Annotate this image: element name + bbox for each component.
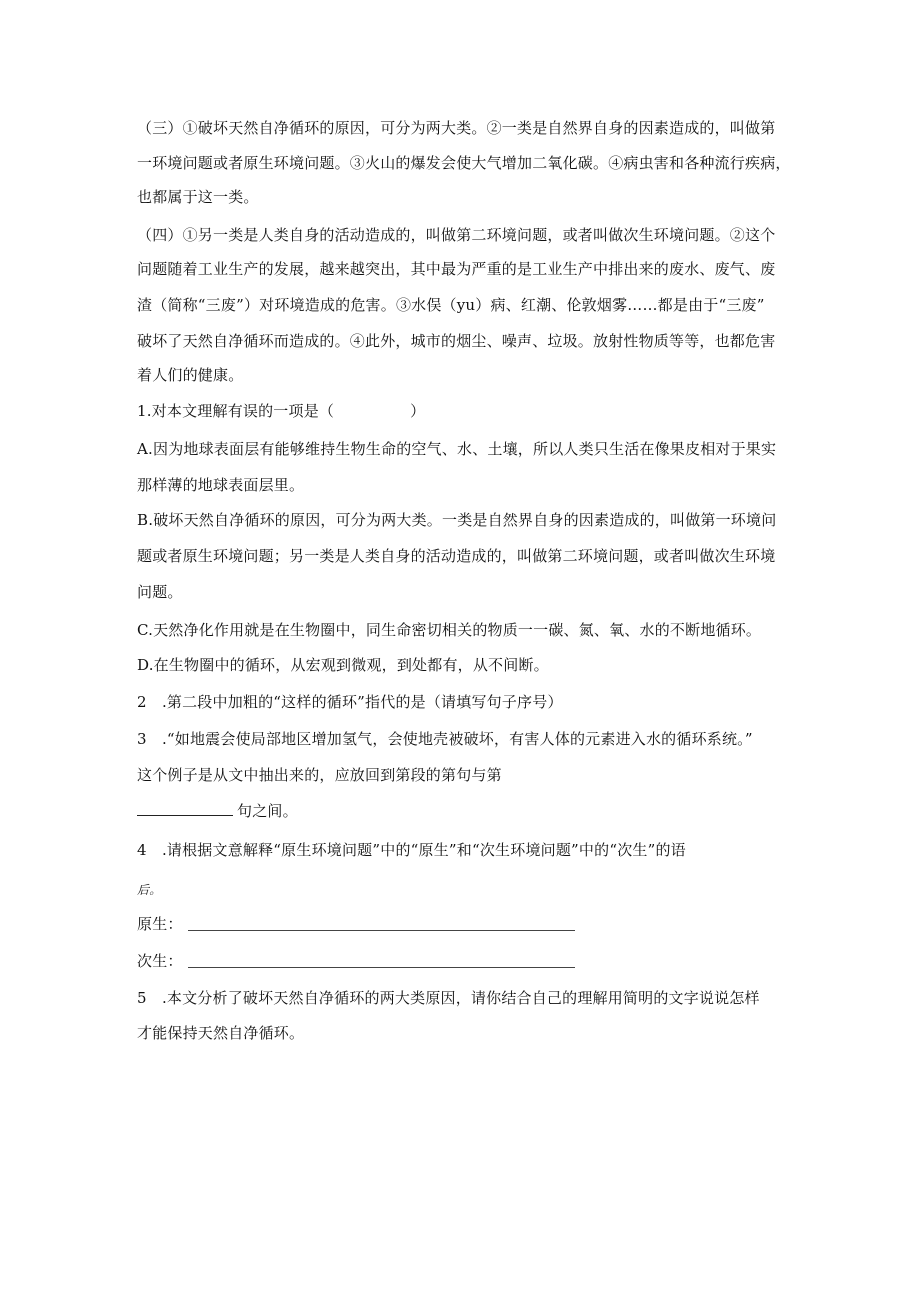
q1-option-b-line1: B.破坏天然自净循环的原因，可分为两大类。一类是自然界自身的因素造成的，叫做第一环境问 [137, 511, 777, 529]
section4-line2: 问题随着工业生产的发展，越来越突出，其中最为严重的是工业生产中排出来的废水、废气、废 [137, 260, 776, 278]
section4-line3: 渣（简称“三废”）对环境造成的危害。③水俣（yu）病、红潮、伦敦烟雾……都是由于“三废” [137, 296, 765, 314]
q1-option-a-line2: 那样薄的地球表面层里。 [137, 476, 305, 494]
q1-stem: 1.对本文理解有误的一项是（ ） [137, 402, 426, 420]
q4-label-primary: 原生： [137, 915, 183, 933]
q1-option-a-line1: A.因为地球表面层有能够维持生物生命的空气、水、土壤，所以人类只生活在像果皮相对于果实 [137, 440, 777, 458]
q1-option-c: C.天然净化作用就是在生物圈中，同生命密切相关的物质一一碳、氮、氧、水的不断地循环。 [137, 621, 762, 639]
q4-secondary-answer-line[interactable] [188, 967, 575, 968]
q3-answer-blank[interactable] [137, 801, 233, 816]
q3-line1: 3 .“如地震会使局部地区增加氢气，会使地壳被破坏，有害人体的元素进入水的循环系统。” [137, 730, 753, 748]
q1-option-b-line3: 问题。 [137, 583, 183, 601]
q5-line2: 才能保持天然自净循环。 [137, 1024, 305, 1042]
q4-primary-answer-line[interactable] [188, 930, 575, 931]
section3-line3: 也都属于这一类。 [137, 188, 259, 206]
q1-option-b-line2: 题或者原生环境问题；另一类是人类自身的活动造成的，叫做第二环境问题，或者叫做次生环境 [137, 547, 776, 565]
q2-stem: 2 .第二段中加粗的“这样的循环”指代的是（请填写句子序号） [137, 693, 563, 711]
section4-line5: 着人们的健康。 [137, 366, 244, 384]
q3-line2: 这个例子是从文中抽出来的，应放回到第段的第句与第 [137, 766, 502, 784]
section3-line1: （三）①破坏天然自净循环的原因，可分为两大类。②一类是自然界自身的因素造成的，叫做第 [137, 119, 776, 137]
q1-option-d: D.在生物圈中的循环，从宏观到微观，到处都有，从不间断。 [137, 656, 549, 674]
q5-line1: 5 .本文分析了破坏天然自净循环的两大类原因，请你结合自己的理解用简明的文字说说怎样 [137, 989, 760, 1007]
section3-line2: 一环境问题或者原生环境问题。③火山的爆发会使大气增加二氧化碳。④病虫害和各种流行疾病， [137, 154, 791, 172]
q4-line1: 4 .请根据文意解释“原生环境问题”中的“原生”和“次生环境问题”中的“次生”的语 [137, 841, 686, 859]
q4-line2: 后。 [137, 883, 162, 897]
section4-line1: （四）①另一类是人类自身的活动造成的，叫做第二环境问题，或者叫做次生环境问题。②这个 [137, 226, 776, 244]
q3-line3 [137, 801, 787, 821]
section4-line4: 破坏了天然自净循环而造成的。④此外，城市的烟尘、噪声、垃圾。放射性物质等等，也都危害 [137, 332, 776, 350]
q3-line3-text: 句之间。 [237, 802, 298, 820]
q4-label-secondary: 次生： [137, 952, 183, 970]
